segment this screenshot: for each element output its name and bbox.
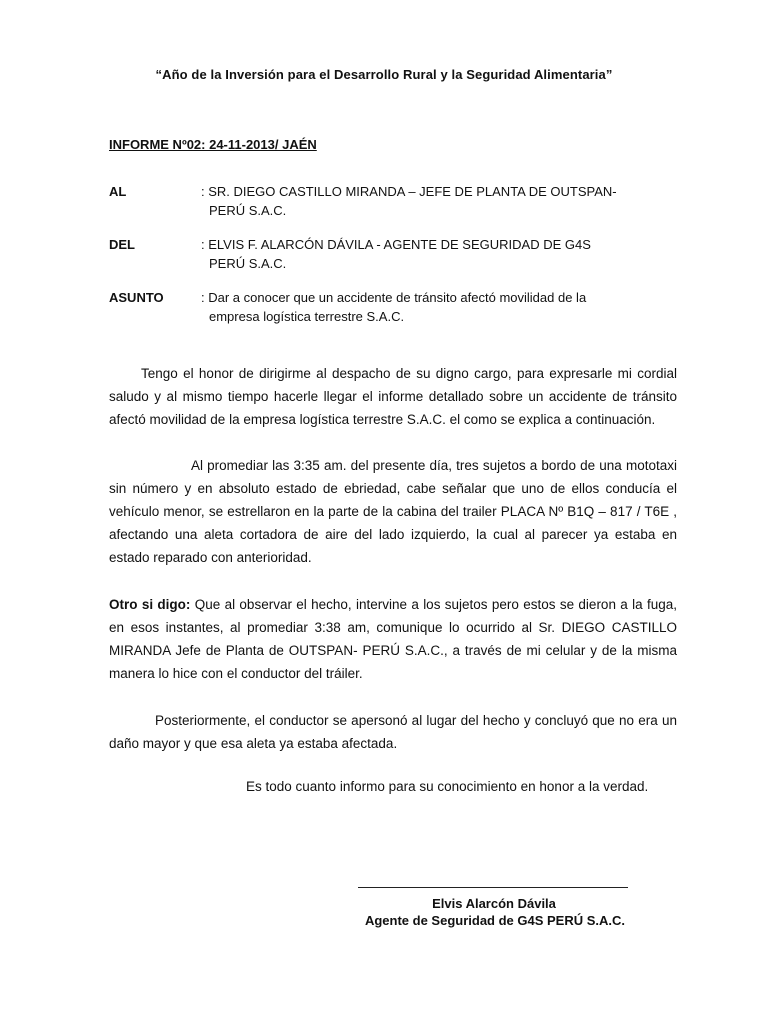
header-al-value <box>201 182 671 220</box>
paragraph-2-text: Al promediar las 3:35 am. del presente día, tres sujetos a bordo de una mototaxi sin número y en absoluto estado de ebriedad, cabe señalar que uno de ellos conducía el vehículo menor, se estrellaron en la parte de la cabina del trailer PLACA Nº B1Q – 817 / T6E , afectando una aleta cortadora de aire del lado izquierdo, la cual al parecer ya estaba en estado reparado con anterioridad. <box>109 458 677 565</box>
paragraph-2 <box>109 454 677 569</box>
paragraph-3 <box>109 593 677 685</box>
header-al-line1: : SR. DIEGO CASTILLO MIRANDA – JEFE DE PLANTA DE OUTSPAN- <box>201 184 617 199</box>
paragraph-3-text <box>109 593 677 685</box>
paragraph-1 <box>109 362 677 431</box>
signature-line <box>358 887 628 888</box>
header-del-line1: : ELVIS F. ALARCÓN DÁVILA - AGENTE DE SEGURIDAD DE G4S <box>201 237 591 252</box>
header-del-line2: PERÚ S.A.C. <box>209 256 287 271</box>
header-asunto-label: ASUNTO <box>109 290 164 305</box>
report-reference: INFORME Nº02: 24-11-2013/ JAÉN <box>109 137 317 152</box>
header-asunto-line2: empresa logística terrestre S.A.C. <box>209 309 405 324</box>
paragraph-4 <box>109 709 677 755</box>
header-del-value <box>201 235 671 273</box>
paragraph-4-text: Posteriormente, el conductor se apersonó al lugar del hecho y concluyó que no era un daño mayor y que esa aleta ya estaba afectada. <box>109 713 677 751</box>
closing-statement: Es todo cuanto informo para su conocimiento en honor a la verdad. <box>246 779 649 794</box>
signer-title: Agente de Seguridad de G4S PERÚ S.A.C. <box>364 913 626 928</box>
header-asunto-line1: : Dar a conocer que un accidente de tránsito afectó movilidad de la <box>201 290 587 305</box>
paragraph-1-text: Tengo el honor de dirigirme al despacho de su digno cargo, para expresarle mi cordial saludo y al mismo tiempo hacerle llegar el informe detallado sobre un accidente de tránsito afectó movilidad de la empresa logística terrestre S.A.C. el como se explica a continuación. <box>109 366 677 427</box>
header-al <box>109 182 669 222</box>
header-del-label: DEL <box>109 237 135 252</box>
header-al-label: AL <box>109 184 127 199</box>
header-al-line2: PERÚ S.A.C. <box>209 203 287 218</box>
paragraph-3-lead: Otro si digo: <box>109 597 191 612</box>
header-del <box>109 235 669 275</box>
header-asunto <box>109 288 669 328</box>
year-motto: “Año de la Inversión para el Desarrollo Rural y la Seguridad Alimentaria” <box>155 67 613 82</box>
signer-name: Elvis Alarcón Dávila <box>432 896 556 911</box>
header-asunto-value <box>201 288 671 326</box>
paragraph-3-body: Que al observar el hecho, intervine a los sujetos pero estos se dieron a la fuga, en esos instantes, al promediar 3:38 am, comunique lo ocurrido al Sr. DIEGO CASTILLO MIRANDA Jefe de Planta de OUTSPAN- PERÚ S.A.C., a través de mi celular y de la misma manera lo hice con el conductor del tráiler. <box>109 597 677 681</box>
